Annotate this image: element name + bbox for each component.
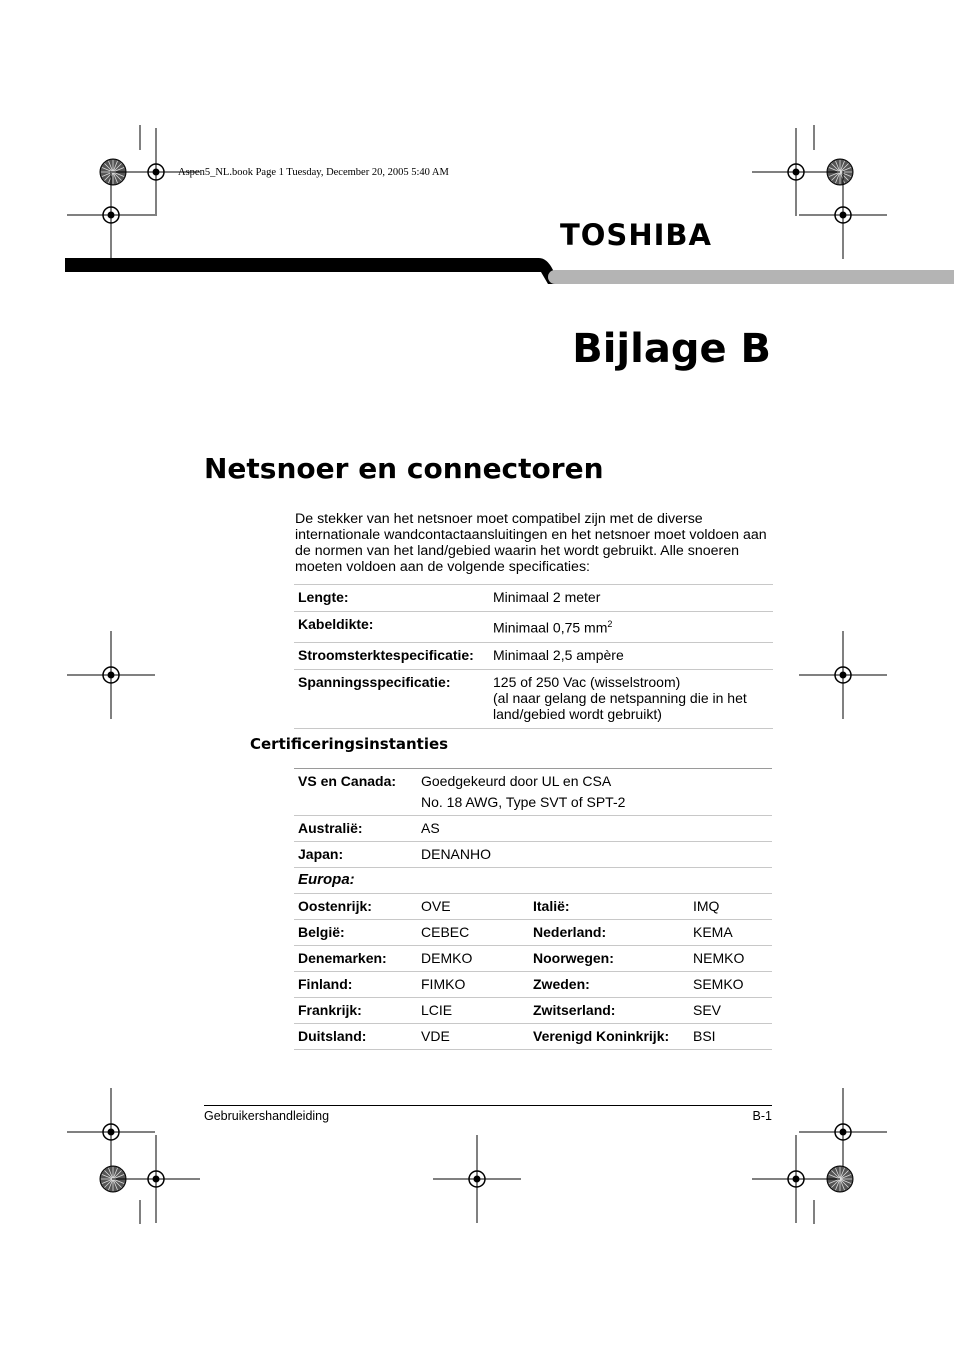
region-value: AS: [421, 820, 440, 836]
footer-page-number: B-1: [752, 1109, 772, 1123]
spec-table: [294, 584, 773, 729]
table-row: [294, 585, 773, 612]
table-row: [294, 769, 772, 816]
country-label: Oostenrijk:: [298, 897, 372, 914]
registration-cross-icon: [752, 128, 840, 216]
country-value: LCIE: [421, 1001, 453, 1018]
spec-label: Spanningsspecificatie:: [298, 673, 451, 690]
intro-paragraph: De stekker van het netsnoer moet compatibel zijn met de diverse internationale wandcontactaansluitingen en het netsnoer moet voldoen aan de normen van het land/gebied waarin het wordt gebruikt. Alle snoeren moeten voldoen aan de volgende specificaties:: [295, 511, 767, 575]
region-value: [417, 769, 772, 816]
table-row: [294, 945, 772, 971]
region-label: Australië:: [298, 820, 363, 836]
country-label: Duitsland:: [298, 1027, 367, 1044]
registration-cross-icon: [752, 1135, 840, 1223]
country-label: Finland:: [298, 975, 353, 992]
table-row: [294, 997, 772, 1023]
table-row: [294, 816, 772, 842]
table-row: [294, 1023, 772, 1049]
spec-value: [489, 669, 773, 728]
table-row: [294, 669, 773, 728]
table-row: [294, 893, 772, 919]
spec-value: [489, 612, 773, 643]
section-title: Netsnoer en connectoren: [204, 452, 604, 485]
country-label: Nederland:: [533, 923, 607, 940]
crop-header: Aspen5_NL.book Page 1 Tuesday, December 20, 2005 5:40 AM: [178, 167, 449, 178]
country-value: CEBEC: [421, 923, 470, 940]
registration-cross-icon: [799, 631, 887, 719]
country-label: België:: [298, 923, 345, 940]
spec-value-line: 125 of 250 Vac (wisselstroom): [493, 673, 681, 690]
spec-label: Stroomsterktespecificatie:: [298, 646, 474, 663]
country-value: NEMKO: [693, 949, 745, 966]
country-label: Zwitserland:: [533, 1001, 616, 1018]
country-label: Denemarken:: [298, 949, 387, 966]
registration-cross-icon: [799, 171, 887, 259]
chapter-title: Bijlage B: [572, 326, 771, 372]
spec-value: Minimaal 2 meter: [493, 589, 601, 605]
registration-cross-icon: [112, 1135, 200, 1223]
region-value-line: No. 18 AWG, Type SVT of SPT-2: [421, 794, 626, 810]
footer-rule: [204, 1105, 772, 1106]
spec-value: Minimaal 2,5 ampère: [493, 646, 624, 663]
registration-cross-icon: [799, 1088, 887, 1176]
country-value: SEMKO: [693, 975, 744, 992]
country-value: KEMA: [693, 923, 733, 940]
country-value: SEV: [693, 1001, 722, 1018]
country-value: IMQ: [693, 897, 720, 914]
table-row: [294, 642, 773, 669]
country-value: BSI: [693, 1027, 716, 1044]
footer-manual-title: Gebruikershandleiding: [204, 1109, 330, 1123]
superscript: 2: [607, 619, 613, 629]
country-label: Verenigd Koninkrijk:: [533, 1027, 670, 1044]
registration-cross-icon: [67, 631, 155, 719]
region-label: VS en Canada:: [298, 773, 397, 789]
header-bar-black: [65, 258, 535, 272]
header-bar-grey: [548, 270, 954, 284]
region-label: Japan:: [298, 846, 344, 862]
country-label: Zweden:: [533, 975, 590, 992]
country-label: Frankrijk:: [298, 1001, 362, 1018]
certification-table: [294, 768, 772, 1050]
registration-cross-icon: [67, 1088, 155, 1176]
country-value: VDE: [421, 1027, 450, 1044]
spec-value-note: (al naar gelang de netspanning die in het land/gebied wordt gebruikt): [493, 689, 747, 722]
country-value: OVE: [421, 897, 451, 914]
registration-cross-icon: [67, 171, 155, 259]
region-value: DENANHO: [421, 846, 492, 862]
country-value: FIMKO: [421, 975, 466, 992]
europe-heading: Europa:: [298, 871, 355, 888]
country-label: Italië:: [533, 897, 570, 914]
country-value: DEMKO: [421, 949, 473, 966]
spec-label: Kabeldikte:: [298, 616, 374, 632]
registration-cross-icon: [433, 1135, 521, 1223]
spec-value-text: Minimaal 0,75 mm: [493, 619, 608, 636]
subsection-title: Certificeringsinstanties: [250, 735, 449, 753]
region-value-line: Goedgekeurd door UL en CSA: [421, 773, 612, 789]
table-row: [294, 919, 772, 945]
table-row: [294, 842, 772, 868]
toshiba-logo: TOSHIBA: [560, 218, 712, 252]
country-label: Noorwegen:: [533, 949, 614, 966]
table-row: [294, 971, 772, 997]
spec-label: Lengte:: [298, 589, 349, 605]
table-row: [294, 868, 772, 894]
table-row: [294, 612, 773, 643]
